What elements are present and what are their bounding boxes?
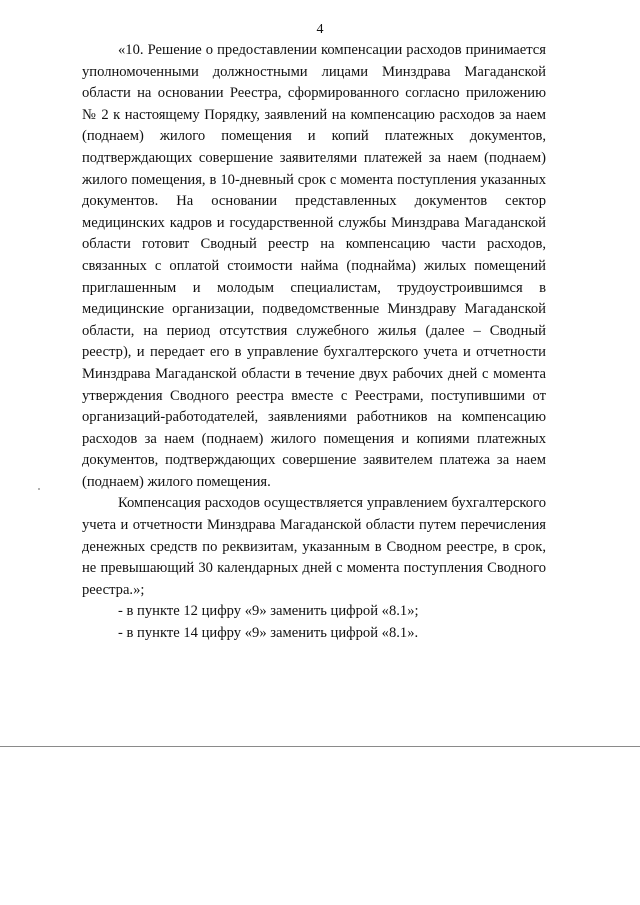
document-body: [82, 40, 546, 645]
compensation-paragraph: Компенсация расходов осуществляется управлением бухгалтерского учета и отчетности Минздрава Магаданской области путем перечисления денежных средств по реквизитам, указанным в Сводном реестре, в срок, не превышающий 30 календарных дней с момента поступления Сводного реестра.»;: [82, 495, 546, 598]
paragraph-10-text: «10. Решение о предоставлении компенсации расходов принимается уполномоченными должностными лицами Минздрава Магаданской области на основании Реестра, сформированного согласно приложению № 2 к настоящему Порядку, заявлений на компенсацию расходов за наем (поднаем) жилого помещения и копий платежных документов, подтверждающих совершение заявителями платежей за наем (поднаем) жилого помещения, в 10-дневный срок с момента поступления указанных документов. На основании представленных документов сектор медицинских кадров и государственной службы Минздрава Магаданской области готовит Сводный реестр на компенсацию части расходов, связанных с оплатой стоимости найма (поднайма) жилых помещений приглашенным и молодым специалистам, трудоустроившимся в медицинские организации, подведомственные Минздраву Магаданской области, на период отсутствия служебного жилья (далее – Сводный реестр), и передает его в управление бухгалтерского учета и отчетности Минздрава Магаданской области в течение двух рабочих дней с момента утверждения Сводного реестра вместе с Реестрами, поступившими от организаций-работодателей, заявлениями работников на компенсацию расходов за наем (поднаем) жилого помещения и копиями платежных документов, подтверждающих совершение заявителем платежа за наем (поднаем) жилого помещения.: [82, 42, 546, 490]
footer-divider: [0, 746, 640, 747]
page-number: 4: [316, 22, 324, 37]
scan-artifact-dot: [38, 488, 40, 490]
amendment-item-14: - в пункте 14 цифру «9» заменить цифрой «8.1».: [118, 625, 419, 642]
amendment-item-12: - в пункте 12 цифру «9» заменить цифрой «8.1»;: [118, 603, 419, 620]
